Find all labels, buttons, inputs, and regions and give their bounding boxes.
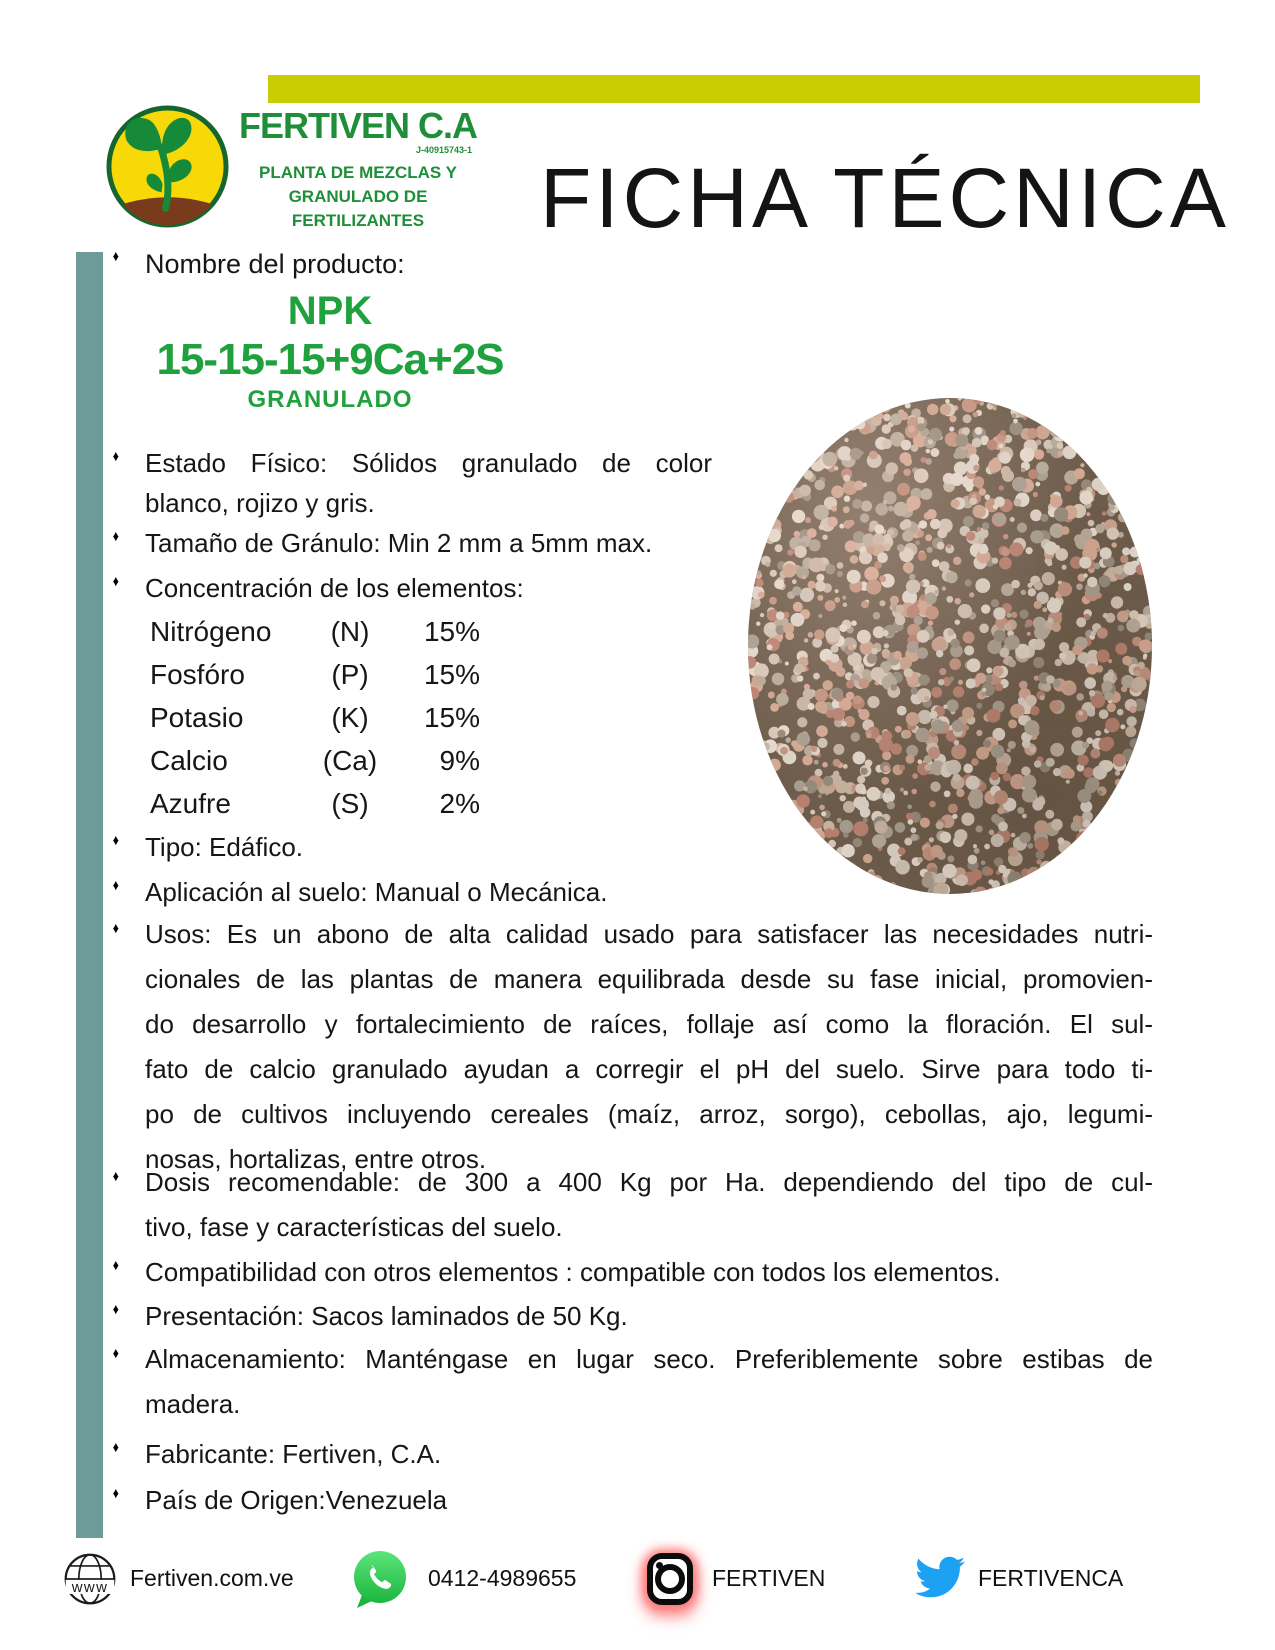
product-granules-photo [748, 398, 1152, 894]
product-form: GRANULADO [247, 386, 413, 413]
company-subtitle-1: PLANTA DE MEZCLAS Y [258, 163, 458, 182]
bullet-diamond-icon: ♦ [112, 1485, 119, 1502]
spec-concentracion-heading: Concentración de los elementos: [145, 573, 524, 603]
top-accent-bar [268, 75, 1200, 103]
spec-line: blanco, rojizo y gris. [145, 488, 375, 518]
svg-text:www: www [71, 1579, 109, 1597]
website-label: Fertiven.com.ve [130, 1565, 294, 1591]
spec-aplicacion: Aplicación al suelo: Manual o Mecánica. [145, 877, 608, 907]
element-row [150, 610, 480, 653]
spec-line: Dosis recomendable: de 300 a 400 Kg por Ha. dependiendo del tipo de cul- [145, 1167, 1153, 1197]
twitter-label: FERTIVENCA [978, 1565, 1124, 1591]
element-row [150, 653, 480, 696]
globe-www-icon [62, 1551, 118, 1607]
spec-dosis [145, 1160, 1153, 1250]
bullet-diamond-icon: ♦ [112, 1439, 119, 1456]
spec-line: tivo, fase y características del suelo. [145, 1212, 563, 1242]
instagram-flash-dot [656, 1562, 663, 1569]
element-name: Potasio [150, 701, 244, 733]
element-row [150, 739, 480, 782]
spec-line: do desarrollo y fortalecimiento de raíces, follaje así como la floración. El sul- [145, 1009, 1153, 1039]
spec-estado-fisico [145, 443, 712, 523]
spec-usos [145, 912, 1153, 1182]
element-name: Fosfóro [150, 658, 245, 690]
element-value: 2% [439, 787, 480, 819]
spec-line: Usos: Es un abono de alta calidad usado para satisfacer las necesidades nutri- [145, 919, 1153, 949]
product-intro-label: Nombre del producto: [145, 249, 405, 279]
elements-table [150, 610, 480, 825]
bullet-diamond-icon: ♦ [112, 1301, 119, 1318]
bullet-diamond-icon: ♦ [112, 832, 119, 849]
element-row [150, 782, 480, 825]
instagram-camera-outline [647, 1553, 693, 1605]
bullet-diamond-icon: ♦ [112, 1257, 119, 1274]
bullet-diamond-icon: ♦ [112, 1168, 119, 1185]
phone-label: 0412-4989655 [428, 1565, 577, 1591]
bullet-diamond-icon: ♦ [112, 448, 119, 465]
element-symbol: (S) [331, 787, 369, 819]
spec-compatibilidad: Compatibilidad con otros elementos : compatible con todos los elementos. [145, 1257, 1001, 1287]
instagram-label: FERTIVEN [712, 1565, 826, 1591]
spec-pais-origen: País de Origen:Venezuela [145, 1485, 448, 1515]
element-value: 15% [423, 701, 480, 733]
element-name: Calcio [150, 744, 228, 776]
element-symbol: (K) [331, 701, 369, 733]
spec-line: madera. [145, 1389, 241, 1419]
logo-text-block [238, 106, 478, 233]
bullet-diamond-icon: ♦ [112, 920, 119, 937]
bullet-diamond-icon: ♦ [112, 1345, 119, 1362]
element-value: 15% [423, 615, 480, 647]
doc-title: FICHA TÉCNICA [540, 151, 1230, 245]
spec-line: cionales de las plantas de manera equilibrada desde su fase inicial, promovien- [145, 964, 1153, 994]
element-name: Azufre [150, 787, 231, 819]
spec-tipo: Tipo: Edáfico. [145, 832, 304, 862]
element-value: 9% [439, 744, 480, 776]
company-subtitle-2: GRANULADO DE FERTILIZANTES [288, 187, 428, 230]
spec-tamano-granulo: Tamaño de Gránulo: Min 2 mm a 5mm max. [145, 528, 653, 558]
product-name: NPK [287, 289, 373, 333]
product-name-block [130, 288, 530, 414]
element-symbol: (P) [331, 658, 369, 690]
bullet-diamond-icon: ♦ [112, 877, 119, 894]
spec-line: Almacenamiento: Manténgase en lugar seco. Preferiblemente sobre estibas de [145, 1344, 1153, 1374]
twitter-icon [912, 1552, 968, 1602]
spec-almacenamiento [145, 1337, 1153, 1427]
element-symbol: (N) [330, 615, 370, 647]
spec-fabricante: Fabricante: Fertiven, C.A. [145, 1439, 442, 1469]
spec-line: Estado Físico: Sólidos granulado de color [145, 448, 712, 478]
bullet-diamond-icon: ♦ [112, 573, 119, 590]
bullet-diamond-icon: ♦ [112, 528, 119, 545]
logo-plant-icon [104, 103, 231, 230]
spec-presentacion: Presentación: Sacos laminados de 50 Kg. [145, 1301, 628, 1331]
whatsapp-icon [350, 1548, 410, 1610]
photo-tint-overlay [748, 398, 1152, 894]
side-accent-bar [76, 252, 103, 1538]
element-symbol: (Ca) [322, 744, 378, 776]
instagram-icon [647, 1553, 693, 1605]
element-name: Nitrógeno [150, 615, 272, 647]
spec-line: nosas, hortalizas, entre otros. [145, 1144, 487, 1174]
bullet-diamond-icon: ♦ [112, 248, 119, 265]
element-row [150, 696, 480, 739]
spec-line: po de cultivos incluyendo cereales (maíz, arroz, sorgo), cebollas, ajo, legumi- [145, 1099, 1153, 1129]
company-rif: J-40915743-1 [415, 145, 472, 155]
spec-line: fato de calcio granulado ayudan a corregir el pH del suelo. Sirve para todo ti- [145, 1054, 1153, 1084]
company-name: FERTIVEN C.A [238, 105, 477, 146]
element-value: 15% [423, 658, 480, 690]
product-grade: 15-15-15+9Ca+2S [156, 335, 504, 384]
